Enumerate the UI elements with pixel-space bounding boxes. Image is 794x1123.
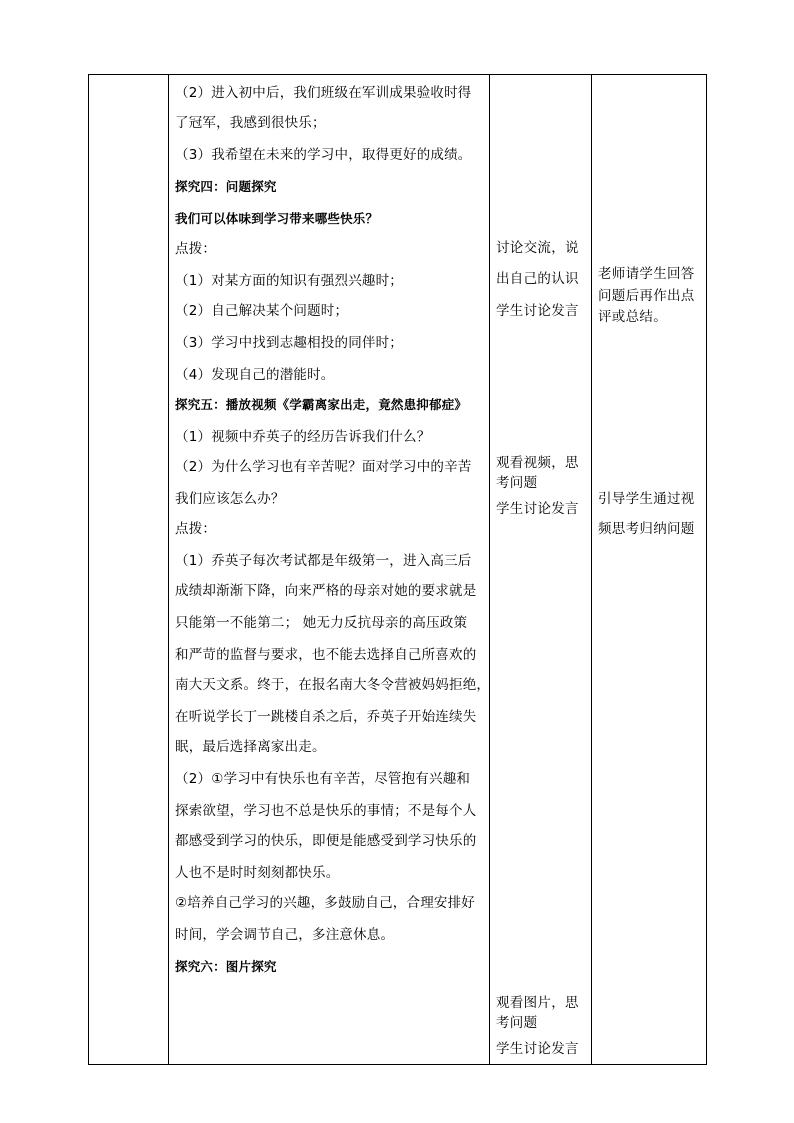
student-activity-line: 讨论交流，说	[496, 240, 579, 256]
content-line: 人也不是时时刻刻都快乐。	[175, 865, 340, 881]
content-line: 点拨：	[175, 521, 217, 537]
content-line: （3）我希望在未来的学习中，取得更好的成绩。	[175, 147, 472, 163]
content-line: 和严苛的监督与要求，也不能去选择自己所喜欢的	[175, 647, 477, 663]
content-line: （1）对某方面的知识有强烈兴趣时；	[175, 273, 403, 289]
content-line: 了冠军，我感到很快乐；	[175, 115, 326, 131]
student-activity-line: 考问题	[496, 475, 538, 491]
student-activity-line: 观看图片，思	[496, 995, 579, 1011]
teacher-guidance-line: 评或总结。	[598, 309, 667, 325]
student-activity-line: 考问题	[496, 1015, 538, 1031]
content-line: （2）①学习中有快乐也有辛苦，尽管抱有兴趣和	[175, 771, 471, 787]
content-line: （3）学习中找到志趣相投的同伴时；	[175, 335, 403, 351]
content-line: 我们应该怎么办？	[175, 491, 285, 507]
content-line: （4）发现自己的潜能时。	[175, 367, 335, 383]
student-activity-line: 出自己的认识	[496, 271, 579, 287]
student-activity-line: 观看视频，思	[496, 455, 579, 471]
content-line: 探索欲望，学习也不总是快乐的事情；不是每个人	[175, 803, 477, 819]
teacher-guidance-line: 老师请学生回答	[598, 266, 695, 282]
content-line: 都感受到学习的快乐，即便是能感受到学习快乐的	[175, 833, 477, 849]
teacher-guidance-line: 引导学生通过视	[598, 491, 695, 507]
content-line: 只能第一不能第二； 她无力反抗母亲的高压政策	[175, 615, 468, 631]
content-line: （1）视频中乔英子的经历告诉我们什么？	[175, 429, 431, 445]
section-heading: 探究四：问题探究	[175, 179, 277, 194]
content-line: （2）进入初中后，我们班级在军训成果验收时得	[175, 85, 472, 101]
section-heading: 探究六：图片探究	[175, 959, 277, 974]
student-activity-line: 学生讨论发言	[496, 303, 579, 319]
teacher-guidance-line: 问题后再作出点	[598, 288, 695, 304]
content-line: （2）为什么学习也有辛苦呢？面对学习中的辛苦	[175, 459, 472, 475]
teacher-guidance-line: 频思考归纳问题	[598, 521, 695, 537]
content-line: 在听说学长丁一跳楼自杀之后，乔英子开始连续失	[175, 709, 477, 725]
student-activity-column	[490, 75, 591, 1064]
teacher-guidance-column	[592, 75, 706, 1064]
content-line: （2）自己解决某个问题时；	[175, 303, 349, 319]
content-line: （1）乔英子每次考试都是年级第一，进入高三后	[175, 553, 472, 569]
student-activity-line: 学生讨论发言	[496, 501, 579, 517]
content-line: 眠，最后选择离家出走。	[175, 739, 326, 755]
content-line: 时间，学会调节自己，多注意休息。	[175, 927, 395, 943]
question-heading: 我们可以体味到学习带来哪些快乐？	[175, 211, 379, 226]
content-line: 点拨：	[175, 241, 217, 257]
student-activity-line: 学生讨论发言	[496, 1041, 579, 1057]
section-heading: 探究五：播放视频《学霸离家出走，竟然患抑郁症》	[175, 397, 468, 412]
teaching-content-column	[169, 75, 489, 1064]
content-line: ②培养自己学习的兴趣，多鼓励自己，合理安排好	[175, 895, 476, 911]
content-line: 成绩却渐渐下降，向来严格的母亲对她的要求就是	[175, 583, 477, 599]
stage-column	[89, 75, 168, 1064]
content-line: 南大天文系。终于，在报名南大冬令营被妈妈拒绝，	[175, 677, 491, 693]
lesson-table	[88, 74, 707, 1065]
